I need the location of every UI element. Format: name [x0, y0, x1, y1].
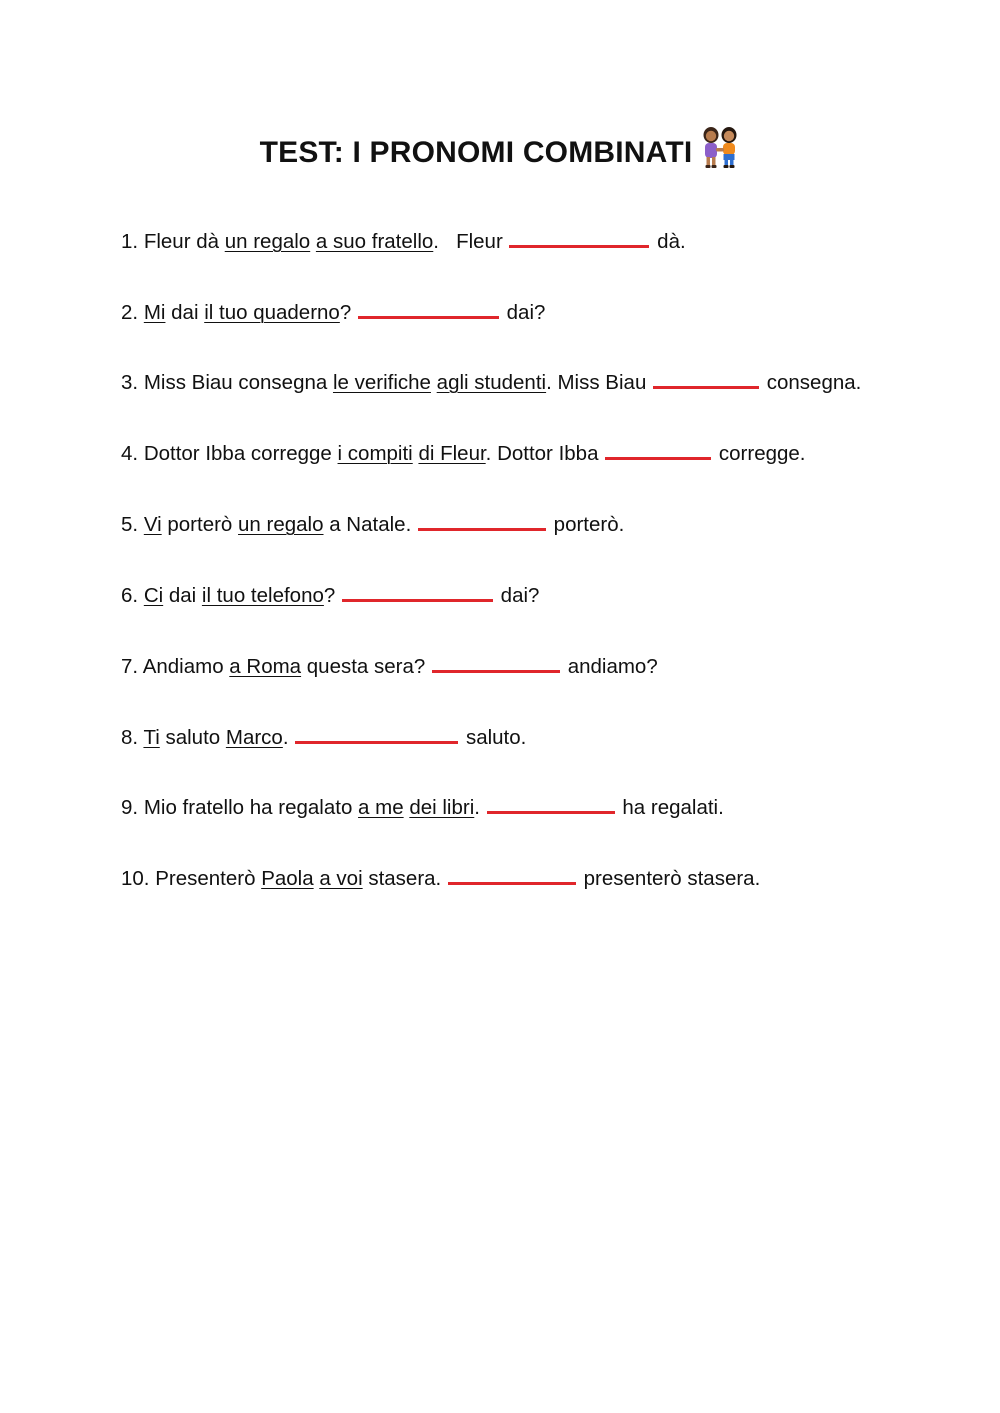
exercise-7: 7. Andiamo a Roma questa sera? andiamo?: [121, 655, 658, 678]
exercise-number: 5.: [121, 513, 139, 536]
underlined-object: un regalo: [238, 513, 324, 536]
exercise-number: 7.: [121, 655, 139, 678]
underlined-object: Vi: [143, 513, 162, 536]
exercise-3: 3. Miss Biau consegna le verifiche agli studenti. Miss Biau consegna.: [121, 371, 862, 394]
answer-blank[interactable]: [295, 725, 458, 744]
underlined-object: il tuo telefono: [201, 584, 324, 607]
answer-blank[interactable]: [509, 229, 649, 248]
answer-blank[interactable]: [448, 866, 576, 885]
answer-blank[interactable]: [432, 654, 560, 673]
exercise-number: 2.: [121, 301, 139, 324]
underlined-object: Ci: [143, 584, 164, 607]
underlined-object: di Fleur: [418, 442, 486, 465]
underlined-object: a voi: [319, 867, 363, 890]
exercise-1: 1. Fleur dà un regalo a suo fratello. Fleur dà.: [121, 230, 686, 253]
underlined-object: i compiti: [337, 442, 413, 465]
exercise-number: 4.: [121, 442, 139, 465]
underlined-object: Ti: [143, 726, 160, 749]
underlined-object: il tuo quaderno: [204, 301, 340, 324]
title-text: TEST: I PRONOMI COMBINATI: [259, 136, 693, 169]
exercise-2: 2. Mi dai il tuo quaderno? dai?: [121, 301, 546, 324]
underlined-object: a me: [358, 796, 404, 819]
exercise-number: 9.: [121, 796, 139, 819]
underlined-object: dei libri: [409, 796, 475, 819]
exercise-number: 3.: [121, 371, 139, 394]
underlined-object: a Roma: [229, 655, 302, 678]
exercise-number: 6.: [121, 584, 139, 607]
underlined-object: un regalo: [224, 230, 311, 253]
exercise-number: 8.: [121, 726, 139, 749]
underlined-object: agli studenti: [436, 371, 547, 394]
exercise-6: 6. Ci dai il tuo telefono? dai?: [121, 584, 540, 607]
underlined-object: Paola: [261, 867, 314, 890]
underlined-object: Mi: [143, 301, 166, 324]
answer-blank[interactable]: [605, 441, 711, 460]
answer-blank[interactable]: [358, 300, 499, 319]
answer-blank[interactable]: [487, 795, 615, 814]
exercise-8: 8. Ti saluto Marco. saluto.: [121, 726, 527, 749]
underlined-object: le verifiche: [332, 371, 431, 394]
two-girls-holding-hands-icon: [700, 126, 740, 178]
exercise-4: 4. Dottor Ibba corregge i compiti di Fleur. Dottor Ibba corregge.: [121, 442, 806, 465]
page-title: [0, 126, 1000, 178]
exercise-number: 1.: [121, 230, 139, 253]
answer-blank[interactable]: [342, 583, 493, 602]
underlined-object: Marco: [225, 726, 283, 749]
exercise-number: 10.: [121, 867, 150, 890]
answer-blank[interactable]: [653, 370, 759, 389]
underlined-object: a suo fratello: [315, 230, 434, 253]
exercise-5: 5. Vi porterò un regalo a Natale. porterò.: [121, 513, 625, 536]
exercise-10: 10. Presenterò Paola a voi stasera. presenterò stasera.: [121, 867, 761, 890]
exercise-9: 9. Mio fratello ha regalato a me dei libri. ha regalati.: [121, 796, 724, 819]
answer-blank[interactable]: [418, 512, 546, 531]
